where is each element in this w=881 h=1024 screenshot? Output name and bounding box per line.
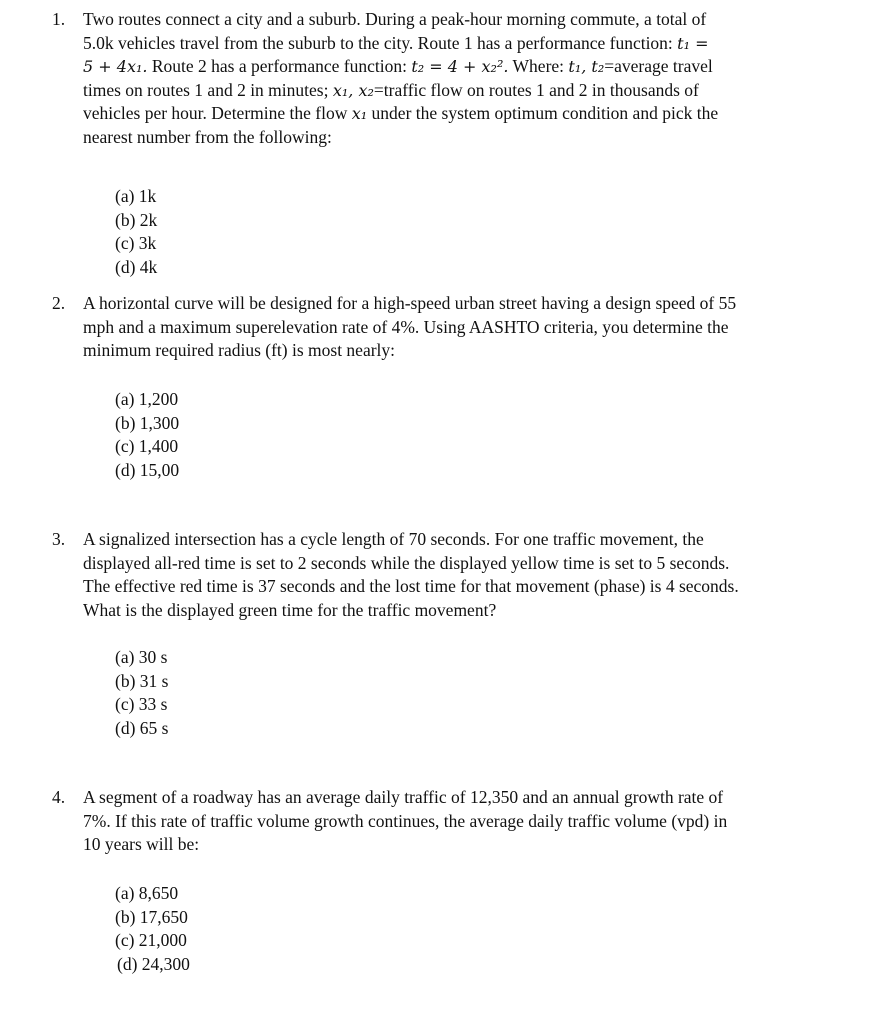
- question-text: [83, 292, 853, 363]
- math-x1-x2: x₁, x₂: [332, 80, 374, 100]
- answer-option-b: (b) 1,300: [115, 412, 180, 433]
- question-line: Two routes connect a city and a suburb. During a peak-hour morning commute, a total of: [83, 9, 707, 29]
- question-number: 1.: [52, 9, 66, 29]
- answer-options: [115, 388, 315, 482]
- question-line: nearest number from the following:: [83, 126, 332, 147]
- answer-option-c: (c) 21,000: [115, 930, 187, 950]
- answer-options: [115, 646, 315, 740]
- question-number: 3.: [52, 529, 66, 549]
- math-route2-rhs: t₂ = 4 + x₂².: [411, 57, 509, 76]
- question-line-text: =average travel: [604, 56, 713, 76]
- answer-option-a: (a) 30 s: [115, 647, 168, 667]
- question-line: minimum required radius (ft) is most nearly:: [83, 340, 396, 360]
- question-line-text: times on routes 1 and 2 in minutes;: [83, 79, 329, 100]
- question-line-text: Route 2 has a performance function:: [151, 56, 407, 76]
- math-route1-rhs: 5 + 4x₁.: [83, 57, 148, 76]
- answer-options: [115, 185, 315, 279]
- math-x1: x₁: [351, 104, 368, 123]
- question-line: [83, 79, 853, 103]
- question-line: displayed all-red time is set to 2 seconds while the displayed yellow time is set to 5 seconds.: [83, 552, 730, 573]
- answer-option-d: (d) 24,300: [117, 953, 190, 974]
- question-line: 10 years will be:: [83, 834, 200, 854]
- question-line: [83, 32, 853, 56]
- question-line-text: vehicles per hour. Determine the flow: [83, 103, 348, 123]
- question-line: A horizontal curve will be designed for a high-speed urban street having a design speed of 55: [83, 293, 737, 313]
- question-line: What is the displayed green time for the traffic movement?: [83, 599, 497, 620]
- answer-option-c: (c) 3k: [115, 233, 157, 253]
- question-line: A signalized intersection has a cycle length of 70 seconds. For one traffic movement, the: [83, 529, 704, 549]
- answer-option-d: (d) 15,00: [115, 459, 180, 480]
- answer-option-a: (a) 1k: [115, 186, 157, 206]
- question-line: [83, 102, 853, 126]
- question-line-text: under the system optimum condition and pick the: [371, 103, 719, 123]
- question-line: [83, 55, 853, 79]
- answer-option-b: (b) 17,650: [115, 906, 188, 927]
- question-line: The effective red time is 37 seconds and the lost time for that movement (phase) is 4 seconds.: [83, 576, 739, 596]
- question-line: A segment of a roadway has an average daily traffic of 12,350 and an annual growth rate of: [83, 787, 724, 807]
- question-line: 7%. If this rate of traffic volume growth continues, the average daily traffic volume (vpd) in: [83, 810, 728, 831]
- answer-option-d: (d) 4k: [115, 256, 158, 277]
- question-text: [83, 786, 853, 857]
- question-number: 4.: [52, 787, 66, 807]
- question-line: mph and a maximum superelevation rate of 4%. Using AASHTO criteria, you determine the: [83, 316, 729, 337]
- answer-option-a: (a) 1,200: [115, 389, 179, 409]
- answer-option-a: (a) 8,650: [115, 883, 179, 903]
- question-text: [83, 8, 853, 149]
- math-t1-t2: t₁, t₂: [568, 57, 605, 76]
- question-line-text: Where:: [512, 56, 565, 76]
- answer-option-d: (d) 65 s: [115, 717, 169, 738]
- answer-option-c: (c) 33 s: [115, 694, 168, 714]
- question-line-text: =traffic flow on routes 1 and 2 in thousands of: [373, 79, 699, 100]
- question-number: 2.: [52, 293, 66, 313]
- answer-options: [115, 882, 315, 976]
- answer-option-b: (b) 31 s: [115, 670, 169, 691]
- answer-option-b: (b) 2k: [115, 209, 158, 230]
- question-line-text: 5.0k vehicles travel from the suburb to the city. Route 1 has a performance function:: [83, 32, 673, 53]
- question-text: [83, 528, 853, 622]
- answer-option-c: (c) 1,400: [115, 436, 179, 456]
- math-t1-eq: t₁ =: [677, 33, 709, 53]
